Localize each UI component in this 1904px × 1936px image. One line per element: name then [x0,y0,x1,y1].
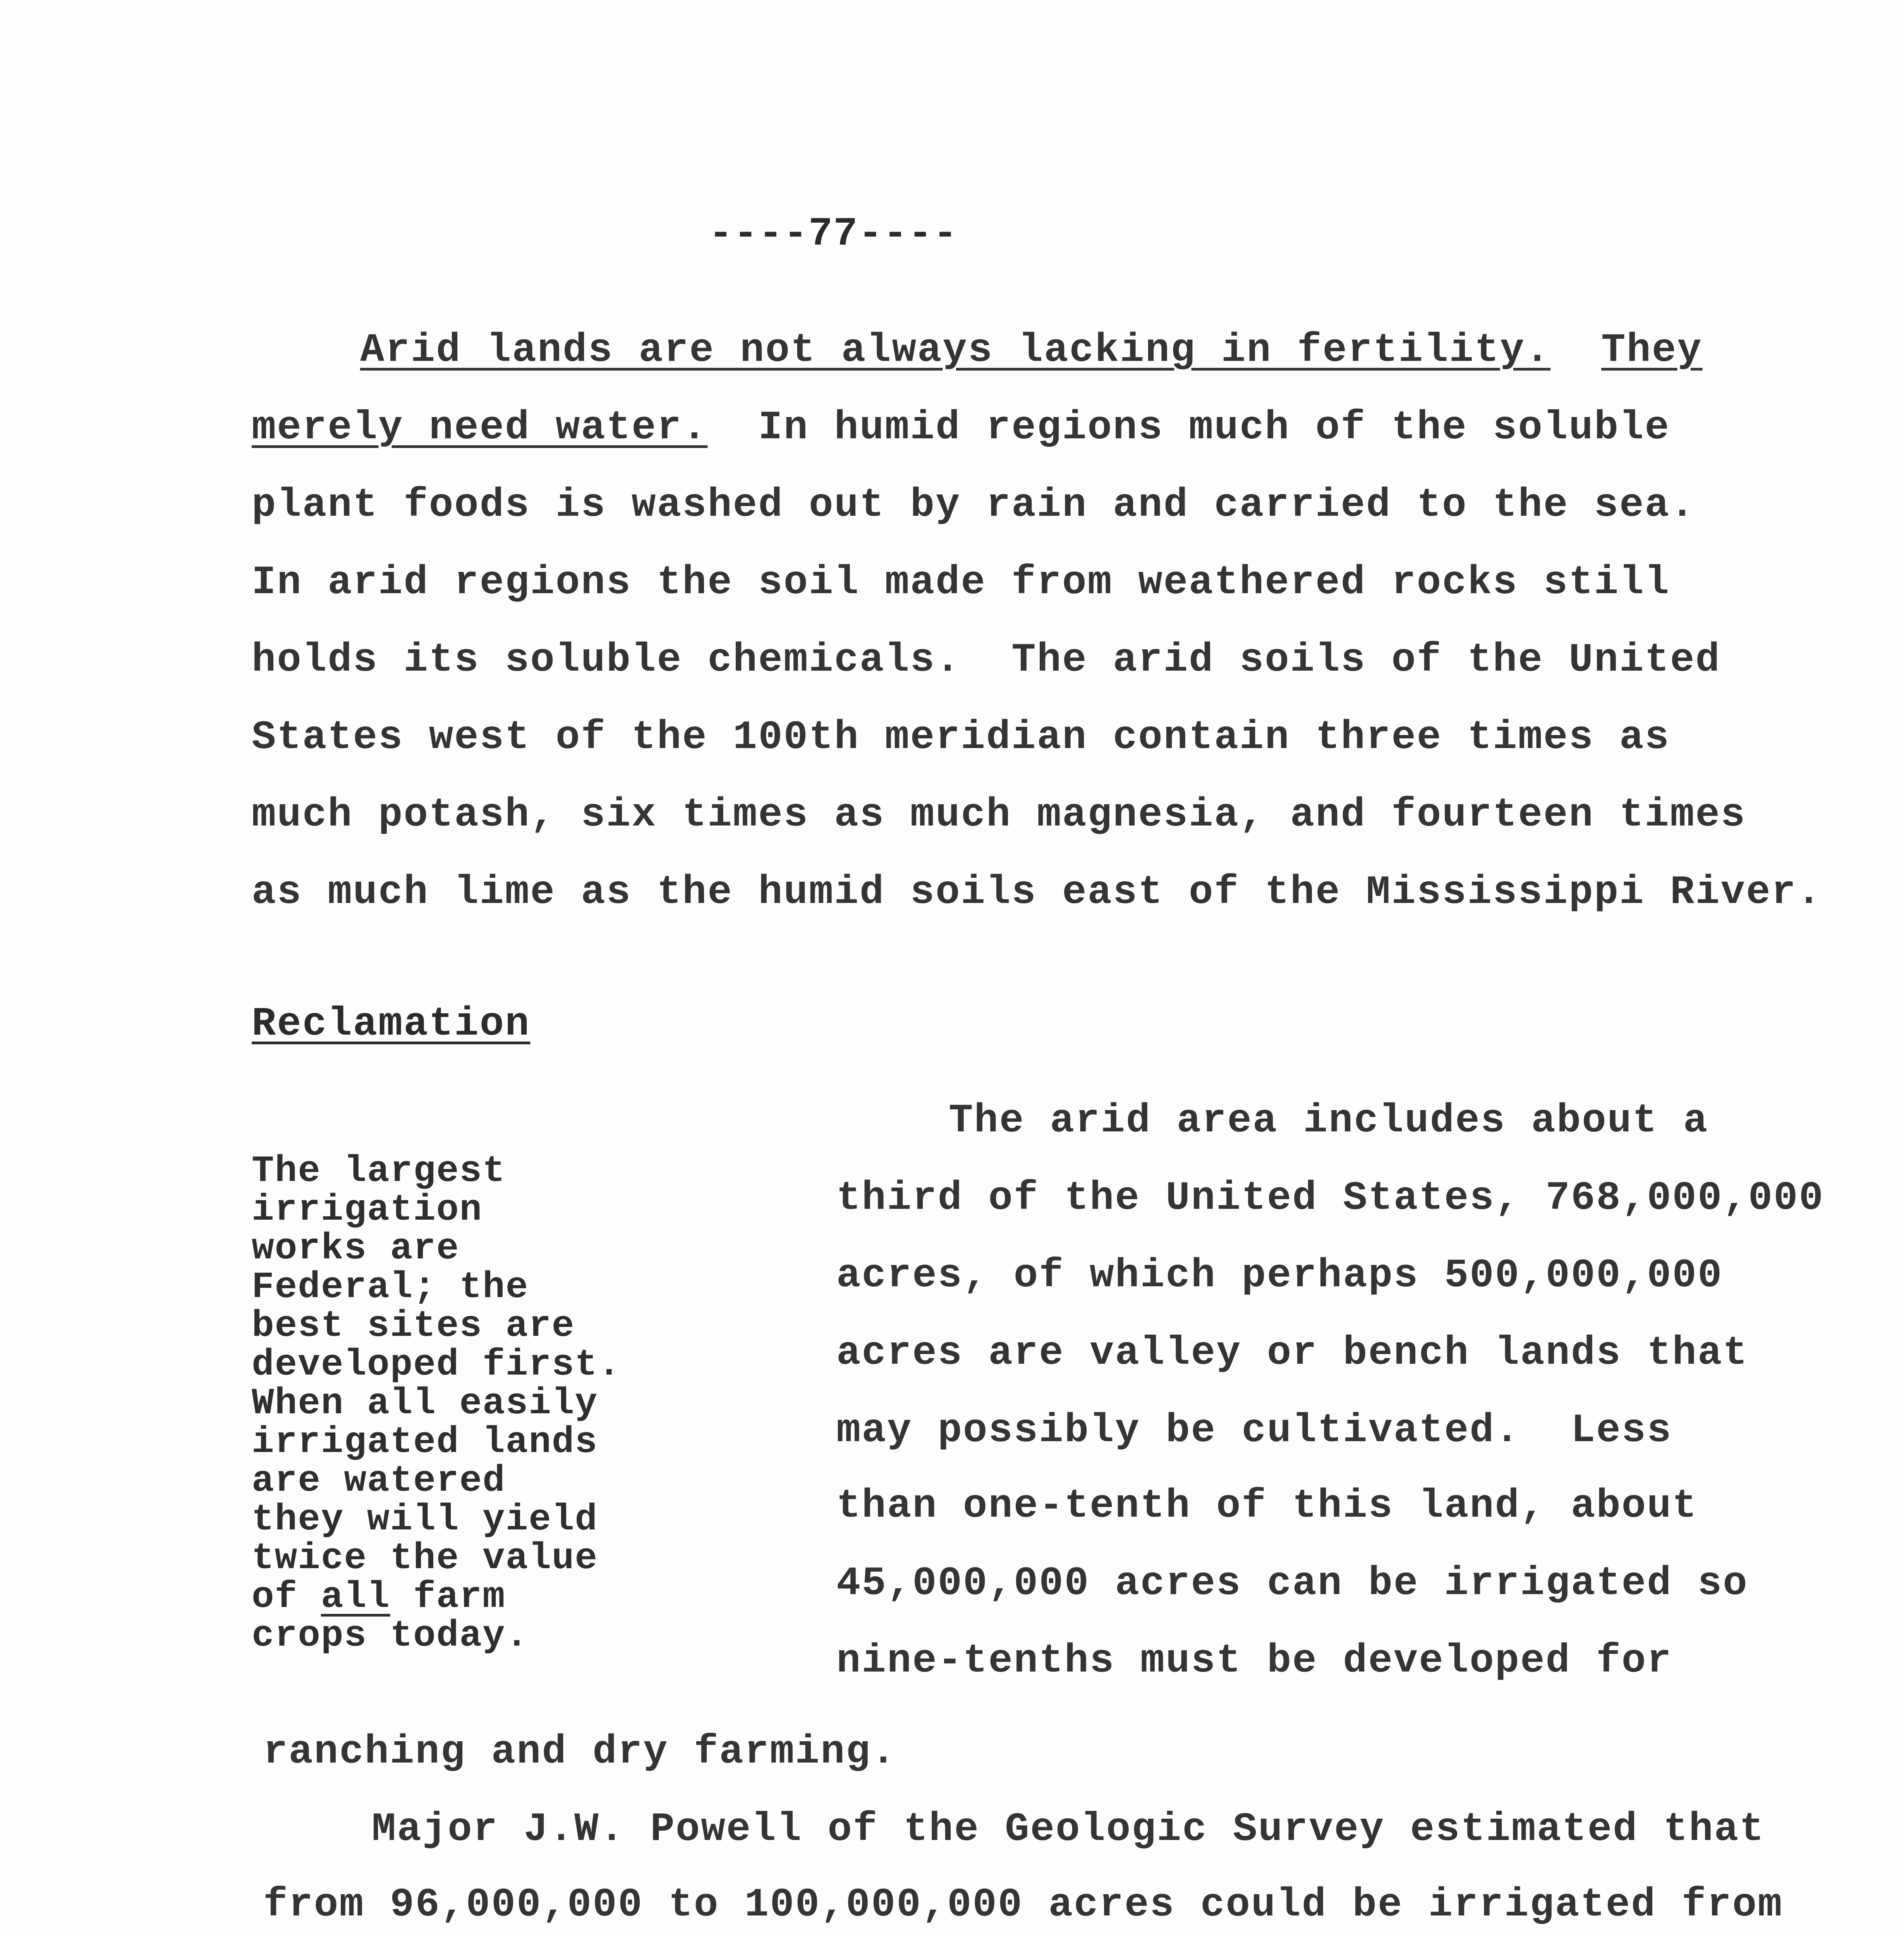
paragraph2-line5: may possibly be cultivated. Less [836,1408,1672,1454]
margin-note-line: The largest [252,1150,506,1192]
margin-note-line: of all farm [252,1576,506,1618]
margin-note-line: best sites are [252,1305,575,1347]
paragraph3-line1: Major J.W. Powell of the Geologic Survey estimated that [372,1807,1765,1852]
margin-note-line: developed first. [252,1344,621,1386]
paragraph2-line2: third of the United States, 768,000,000 [836,1176,1824,1221]
paragraph2-line4: acres are valley or bench lands that [836,1330,1748,1376]
paragraph1-line1 [360,327,1703,374]
page-number: ----77---- [709,211,958,257]
paragraph2-line1: The arid area includes about a [949,1098,1709,1144]
paragraph1-line5: holds its soluble chemicals. The arid soils of the United [252,637,1721,683]
paragraph1-line6: States west of the 100th meridian contain three times as [252,715,1670,760]
margin-note-line: irrigated lands [252,1421,598,1463]
paragraph2-line8: nine-tenths must be developed for [836,1638,1672,1684]
margin-note-line: Federal; the [252,1266,529,1308]
margin-note-line: irrigation [252,1189,483,1231]
paragraph1-line3: plant foods is washed out by rain and carried to the sea. [252,482,1696,528]
paragraph3-line2: from 96,000,000 to 100,000,000 acres could be irrigated from [263,1882,1783,1928]
margin-note-line: When all easily [252,1382,598,1425]
paragraph1-line8: as much lime as the humid soils east of the Mississippi River. [252,870,1822,915]
paragraph2-line7: 45,000,000 acres can be irrigated so [836,1561,1748,1606]
paragraph1-line4: In arid regions the soil made from weathered rocks still [252,560,1670,606]
underlined-phrase: merely need water. [252,405,708,451]
margin-note [252,1152,658,1655]
margin-note-line: they will yield [252,1498,598,1541]
paragraph1-line2: merely need water. In humid regions much of the soluble [252,405,1670,451]
margin-note-line: crops today. [252,1615,529,1657]
paragraph2-line3: acres, of which perhaps 500,000,000 [836,1253,1723,1299]
underlined-word: all [321,1576,390,1618]
margin-note-line: are watered [252,1460,506,1502]
margin-note-line: twice the value [252,1537,598,1579]
margin-note-line: works are [252,1227,460,1270]
section-heading: Reclamation [252,1001,531,1047]
underlined-phrase: Arid lands are not always lacking in fertility. [360,328,1551,373]
paragraph2-line9: ranching and dry farming. [263,1729,897,1775]
paragraph2-line6: than one-tenth of this land, about [836,1483,1698,1529]
paragraph1-line7: much potash, six times as much magnesia, and fourteen times [252,792,1746,838]
underlined-phrase: They [1601,328,1703,373]
